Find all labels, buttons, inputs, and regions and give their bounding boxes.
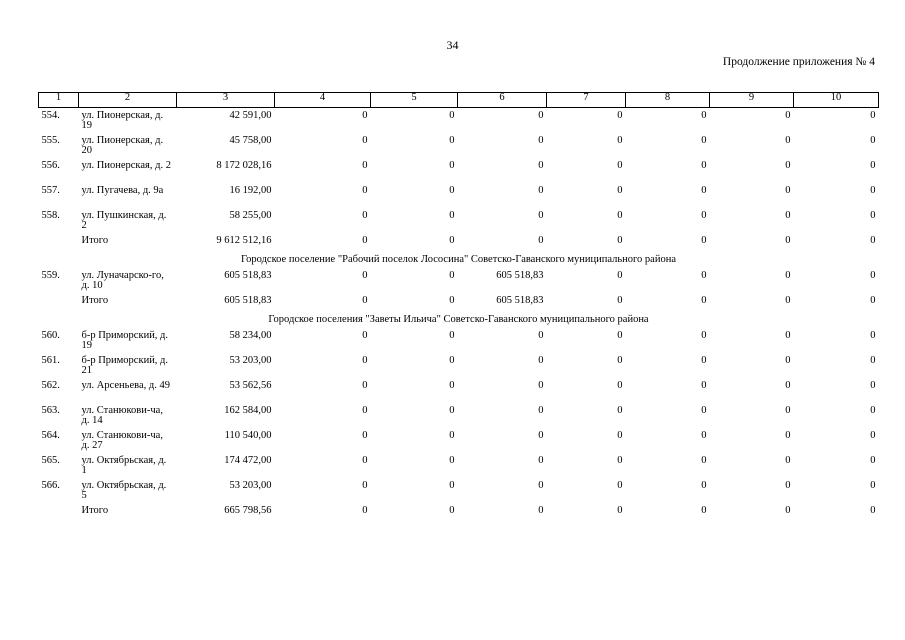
value-cell: 605 518,83 [224,269,272,281]
value-cell: 0 [870,269,876,281]
table-row [39,208,879,233]
value-cell: 0 [870,329,876,341]
appendix-note: Продолжение приложения № 4 [722,56,875,68]
address-cell: б-р Приморский, д. 21 [81,354,169,376]
column-header: 2 [79,93,177,108]
value-cell: 0 [701,184,707,196]
column-header: 3 [177,93,275,108]
address-cell: Итого [81,504,109,516]
value-cell: 0 [362,404,368,416]
column-header: 6 [458,93,547,108]
table-row [39,453,879,478]
table-row [39,268,879,293]
data-table [38,92,879,522]
value-cell: 0 [538,209,544,221]
value-cell: 0 [617,184,623,196]
value-cell: 53 203,00 [229,479,272,491]
row-number: 561. [41,354,60,366]
value-cell: 0 [362,329,368,341]
value-cell: 174 472,00 [224,454,272,466]
value-cell: 53 203,00 [229,354,272,366]
value-cell: 0 [870,159,876,171]
value-cell: 0 [870,454,876,466]
value-cell: 0 [538,329,544,341]
value-cell: 0 [362,269,368,281]
value-cell: 0 [701,134,707,146]
value-cell: 0 [538,479,544,491]
address-cell: ул. Луначарско-го, д. 10 [81,269,164,291]
value-cell: 0 [362,354,368,366]
value-cell: 0 [362,110,368,121]
value-cell: 0 [785,404,791,416]
value-cell: 0 [617,269,623,281]
value-cell: 0 [449,184,455,196]
value-cell: 665 798,56 [224,504,272,516]
value-cell: 0 [538,159,544,171]
value-cell: 0 [870,209,876,221]
value-cell: 0 [538,504,544,516]
value-cell: 0 [617,234,623,246]
value-cell: 0 [617,379,623,391]
value-cell: 45 758,00 [229,134,272,146]
value-cell: 0 [785,379,791,391]
value-cell: 0 [362,209,368,221]
value-cell: 605 518,83 [496,294,544,306]
value-cell: 0 [617,454,623,466]
column-header: 10 [794,93,879,108]
value-cell: 0 [617,329,623,341]
value-cell: 0 [870,184,876,196]
row-number: 558. [41,209,60,221]
total-row [39,503,879,522]
value-cell: 0 [870,294,876,306]
value-cell: 58 234,00 [229,329,272,341]
value-cell: 110 540,00 [224,429,272,441]
row-number: 562. [41,379,60,391]
header-row [39,93,879,108]
value-cell: 0 [617,110,623,121]
value-cell: 0 [617,294,623,306]
value-cell: 0 [617,159,623,171]
value-cell: 162 584,00 [224,404,272,416]
row-number: 559. [41,269,60,281]
address-cell: Итого [81,234,109,246]
value-cell: 42 591,00 [229,110,272,121]
address-cell: ул. Пушкинская, д. 2 [81,209,167,231]
value-cell: 0 [617,429,623,441]
address-cell: ул. Октябрьская, д. 5 [81,479,167,501]
value-cell: 0 [870,234,876,246]
address-cell: ул. Пугачева, д. 9а [81,184,164,196]
value-cell: 0 [362,454,368,466]
value-cell: 0 [449,329,455,341]
value-cell: 0 [701,429,707,441]
value-cell: 8 172 028,16 [216,159,272,171]
value-cell: 0 [785,269,791,281]
value-cell: 0 [701,379,707,391]
column-header: 1 [39,93,79,108]
value-cell: 0 [617,504,623,516]
address-cell: ул. Октябрьская, д. 1 [81,454,167,476]
value-cell: 0 [362,134,368,146]
value-cell: 605 518,83 [496,269,544,281]
value-cell: 0 [785,504,791,516]
value-cell: 0 [362,294,368,306]
row-number [39,233,79,252]
address-cell: ул. Станюкови-ча, д. 27 [81,429,163,451]
value-cell: 0 [870,110,876,121]
value-cell: 0 [362,379,368,391]
value-cell: 0 [617,354,623,366]
value-cell: 0 [449,404,455,416]
column-header: 9 [710,93,794,108]
value-cell: 0 [701,159,707,171]
value-cell: 0 [617,134,623,146]
row-number: 560. [41,329,60,341]
value-cell: 0 [701,269,707,281]
value-cell: 16 192,00 [229,184,272,196]
value-cell: 0 [362,429,368,441]
value-cell: 53 562,56 [229,379,272,391]
value-cell: 0 [449,234,455,246]
value-cell: 0 [870,354,876,366]
value-cell: 0 [538,110,544,121]
value-cell: 0 [538,234,544,246]
section-heading-row [39,312,879,328]
row-number: 565. [41,454,60,466]
value-cell: 0 [617,404,623,416]
value-cell: 0 [701,329,707,341]
value-cell: 0 [870,404,876,416]
table-row [39,183,879,208]
table-row [39,428,879,453]
address-cell: ул. Пионерская, д. 19 [81,110,164,131]
table-row [39,158,879,183]
table-row [39,108,879,133]
value-cell: 0 [538,404,544,416]
value-cell: 0 [449,429,455,441]
table-row [39,378,879,403]
address-cell: ул. Пионерская, д. 2 [81,159,171,171]
value-cell: 0 [362,184,368,196]
value-cell: 0 [870,379,876,391]
table-row [39,353,879,378]
row-number: 563. [41,404,60,416]
value-cell: 0 [785,354,791,366]
value-cell: 0 [870,479,876,491]
value-cell: 0 [870,134,876,146]
total-row [39,233,879,252]
table-row [39,328,879,353]
value-cell: 0 [785,184,791,196]
row-number: 555. [41,134,60,146]
column-header: 8 [626,93,710,108]
table-body [39,108,879,522]
row-number [39,293,79,312]
table-row [39,133,879,158]
value-cell: 0 [701,110,707,121]
row-number: 556. [41,159,60,171]
value-cell: 0 [449,110,455,121]
row-number: 564. [41,429,60,441]
value-cell: 0 [785,209,791,221]
value-cell: 0 [785,429,791,441]
value-cell: 0 [870,429,876,441]
value-cell: 0 [870,504,876,516]
value-cell: 0 [785,479,791,491]
section-heading-row [39,252,879,268]
value-cell: 0 [449,134,455,146]
value-cell: 0 [785,329,791,341]
total-row [39,293,879,312]
section-heading: Городское поселение "Рабочий поселок Лососина" Советско-Гаванского муниципального района [241,253,676,265]
value-cell: 0 [701,479,707,491]
value-cell: 0 [701,354,707,366]
value-cell: 0 [362,504,368,516]
value-cell: 0 [538,429,544,441]
value-cell: 0 [701,404,707,416]
value-cell: 9 612 512,16 [216,234,272,246]
value-cell: 58 255,00 [229,209,272,221]
value-cell: 0 [449,379,455,391]
address-cell: ул. Арсеньева, д. 49 [81,379,170,391]
value-cell: 0 [701,454,707,466]
value-cell: 0 [449,159,455,171]
page-number: 34 [446,38,459,52]
value-cell: 0 [617,479,623,491]
row-number: 554. [41,110,60,121]
table-row [39,478,879,503]
row-number: 557. [41,184,60,196]
row-number: 566. [41,479,60,491]
value-cell: 0 [701,234,707,246]
value-cell: 0 [449,354,455,366]
address-cell: Итого [81,294,109,306]
value-cell: 0 [701,294,707,306]
value-cell: 0 [785,234,791,246]
value-cell: 0 [538,354,544,366]
value-cell: 0 [785,294,791,306]
value-cell: 0 [538,184,544,196]
value-cell: 0 [701,504,707,516]
value-cell: 0 [449,294,455,306]
address-cell: б-р Приморский, д. 19 [81,329,169,351]
value-cell: 0 [701,209,707,221]
value-cell: 0 [449,504,455,516]
value-cell: 0 [785,159,791,171]
value-cell: 0 [785,454,791,466]
address-cell: ул. Станюкови-ча, д. 14 [81,404,163,426]
value-cell: 0 [362,159,368,171]
value-cell: 0 [362,479,368,491]
table-row [39,403,879,428]
column-header: 5 [371,93,458,108]
value-cell: 0 [449,209,455,221]
column-header: 4 [275,93,371,108]
value-cell: 0 [449,479,455,491]
column-header: 7 [547,93,626,108]
value-cell: 0 [362,234,368,246]
value-cell: 0 [538,134,544,146]
row-number [39,503,79,522]
value-cell: 605 518,83 [224,294,272,306]
value-cell: 0 [538,454,544,466]
value-cell: 0 [449,454,455,466]
value-cell: 0 [785,110,791,121]
address-cell: ул. Пионерская, д. 20 [81,134,164,156]
value-cell: 0 [617,209,623,221]
section-heading: Городское поселения "Заветы Ильича" Советско-Гаванского муниципального района [268,313,649,325]
value-cell: 0 [785,134,791,146]
value-cell: 0 [538,379,544,391]
value-cell: 0 [449,269,455,281]
